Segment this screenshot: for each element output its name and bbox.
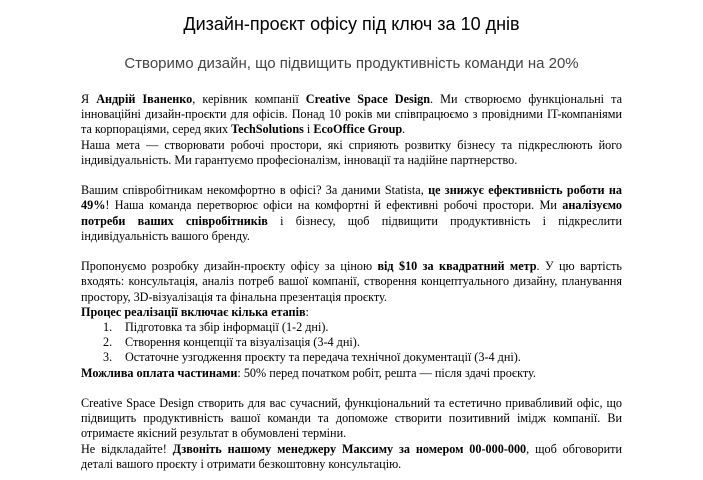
page-subtitle: Створимо дизайн, що підвищить продуктивність команди на 20% <box>124 55 579 72</box>
author-name: Андрій Іваненко <box>96 92 193 106</box>
text-run: Пропонуємо розробку дизайн-проєкту офісу за ціною <box>81 259 378 274</box>
text-run: Я <box>81 92 97 106</box>
list-item-text: Створення концепції та візуалізація (3-4 дні). <box>125 335 360 350</box>
call-to-action-paragraph <box>81 442 622 472</box>
text-run: і бізнесу, щоб підвищити продуктивність і підкреслити індивідуальність вашого бренду. <box>81 213 622 243</box>
text-run: : 50% перед початком робіт, решта — після здачі проєкту. <box>237 365 536 380</box>
text-run: ! Наша команда перетворює офіси на комфортні й ефективні робочі простори. Ми <box>105 198 563 213</box>
client-name: EcoOffice Group <box>313 122 403 137</box>
list-item <box>103 320 622 335</box>
text-run: , щоб обговорити деталі вашого проєкту і отримати безкоштовну консультацію. <box>81 441 622 471</box>
stages-label: Процес реалізації включає кілька етапів <box>81 304 306 319</box>
paragraph-gap <box>81 168 622 183</box>
paragraph-gap <box>81 381 622 396</box>
mission-paragraph: Наша мета — створювати робочі простори, які сприяють розвитку бізнесу та підкреслюють його індивідуальність. Ми гарантуємо професіоналізм, інновації та надійне партнерство. <box>81 137 622 167</box>
closing-paragraph: Creative Space Design створить для вас сучасний, функціональний та естетично привабливий офіс, що підвищить продуктивність вашої команди та допоможе створити позитивний імідж компанії. Ви отримаєте якісний результат в обумовлені терміни. <box>81 396 622 441</box>
list-item-text: Остаточне узгодження проєкту та передача технічної документації (3-4 дні). <box>125 350 521 365</box>
text-run: і <box>303 122 314 137</box>
list-item <box>103 350 622 365</box>
list-item-text: Підготовка та збір інформації (1-2 дні). <box>125 320 329 335</box>
list-number: 1. <box>103 320 113 335</box>
text-run: Вашим співробітникам некомфортно в офісі? За даними Statista, <box>81 183 429 198</box>
list-number: 3. <box>103 350 113 365</box>
text-run: : <box>305 304 309 319</box>
paragraph-gap <box>81 244 622 259</box>
list-number: 2. <box>103 335 113 350</box>
text-run: . У цю вартість входять: консультація, аналіз потреб вашої компанії, створення концептуального дизайну, планування простору, 3D-візуалізація та фінальна презентація проєкту. <box>81 259 622 304</box>
page-title: Дизайн-проєкт офісу під ключ за 10 днів <box>183 14 520 34</box>
stages-list <box>81 320 622 366</box>
text-run: Не відкладайте! <box>81 441 173 456</box>
offer-paragraph <box>81 259 622 305</box>
call-to-action-text: Дзвоніть нашому менеджеру Максиму за номером 00-000-000 <box>172 441 527 456</box>
document-body <box>81 92 622 472</box>
client-name: TechSolutions <box>231 122 304 137</box>
highlight-text: аналізуємо потреби ваших співробітників <box>81 198 622 228</box>
payment-label: Можлива оплата частинами <box>81 365 238 380</box>
stages-heading <box>81 305 622 320</box>
list-item <box>103 335 622 350</box>
intro-paragraph <box>81 92 622 138</box>
text-run: . Ми створюємо функціональні та інноваційні дизайн-проєкти для офісів. Понад 10 років ми співпрацюємо з провідними IT-компаніями та корпораціями, серед яких <box>81 92 622 137</box>
text-run: , керівник компанії <box>192 92 306 106</box>
problem-paragraph <box>81 183 622 244</box>
price-text: від $10 за квадратний метр <box>377 259 537 274</box>
text-run: . <box>402 122 406 137</box>
company-name: Creative Space Design <box>305 92 431 106</box>
highlight-text: це знижує ефективність роботи на 49% <box>81 183 622 213</box>
payment-paragraph <box>81 366 622 381</box>
